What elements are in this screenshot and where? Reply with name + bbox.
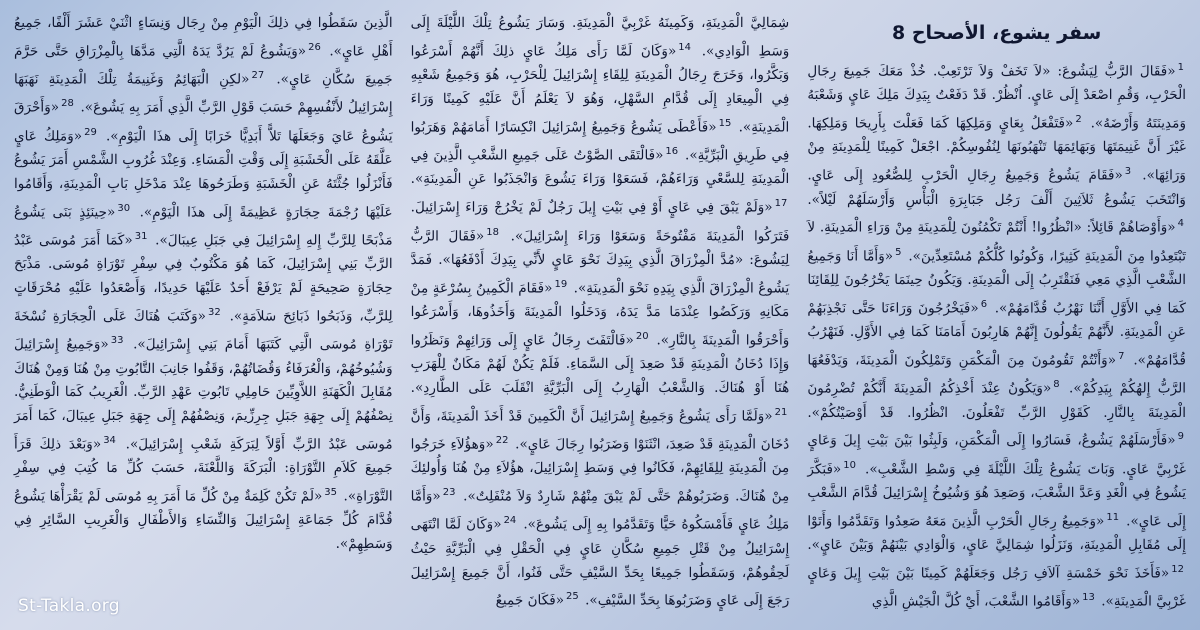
verse-number: 10 (843, 459, 856, 471)
verse-text: «فَيَخْرُجُونَ وَرَاءَنَا حَتَّى نَجْذِبَهُمْ عَنِ الْمَدِينَةِ. لأَنَّهُمْ يَقُولُونَ إِنَّهُمْ هَارِبُونَ أَمَامَنَا كَمَا فِي الأَوَّلِ. فَنَهْرُبُ قُدَّامَهُمْ». (807, 300, 1186, 369)
verse-text: «وَأَقَامُوا الشَّعْبَ، أَيْ كُلَّ الْجَيْشِ الَّذِي (871, 593, 1081, 610)
verse-number: 28 (61, 98, 74, 110)
verse-text: «فَأَرْسَلَهُمْ يَشُوعُ، فَسَارُوا إِلَى الْمَكْمَنِ، وَلَبِثُوا بَيْنَ بَيْتِ إِيلَ وَعَايٍ غَرْبِيَّ عَايٍ. وَبَاتَ يَشُوعُ تِلْكَ اللَّيْلَةَ فِي وَسْطِ الشَّعْبِ». (807, 432, 1186, 478)
column-middle (410, 12, 790, 609)
chapter-title: سفر يشوع، الأصحاح 8 (891, 22, 1102, 44)
verse-number: 14 (678, 41, 692, 53)
verse-number: 12 (1171, 563, 1184, 575)
verse-number: 23 (442, 487, 456, 499)
verse-text: «وَكَانَ لَمَّا انْتَهَى إِسْرَائِيلُ مِنْ قَتْلِ جَمِيعِ سُكَّانِ عَايٍ فِي الْحَقْلِ فِي الْبَرِّيَّةِ حَيْثُ لَحِقُوهُمْ، وَسَقَطُوا جَمِيعًا بِحَدِّ السَّيْفِ حَتَّى فَنُوا، أَنَّ جَمِيعَ إِسْرَائِيلَ رَجَعَ إِلَى عَايٍ وَضَرَبُوهَا بِحَدِّ السَّيْفِ». (410, 516, 790, 609)
verse-text: «وَلَمَّا رَأَى يَشُوعُ وَجَمِيعُ إِسْرَائِيلَ أَنَّ الْكَمِينَ قَدْ أَخَذَ الْمَدِينَةَ، وَأَنَّ دُخَانَ الْمَدِينَةِ قَدْ صَعِدَ، انْثَنَوْا وَضَرَبُوا رِجَالَ عَايٍ». (410, 408, 790, 453)
verse-number: 31 (134, 231, 148, 243)
verse-text: «فَالْتَفَتَ رِجَالُ عَايٍ إِلَى وَرَائِهِمْ وَنَظَرُوا وَإِذَا دُخَانُ الْمَدِينَةِ قَدْ صَعِدَ إِلَى السَّمَاءِ. فَلَمْ يَكُنْ لَهُمْ مَكَانٌ لِلْهَرَبِ هُنَا أَوْ هُنَاكَ. وَالشَّعْبُ الْهَارِبُ إِلَى الْبَرِّيَّةِ انْقَلَبَ عَلَى الطَّارِدِ». (410, 332, 790, 396)
verse-text: «وَأَحْرَقَ يَشُوعُ عَايَ وَجَعَلَهَا تَلاًّ أَبَدِيًّا خَرَابًا إِلَى هذَا الْيَوْمِ». (13, 99, 393, 145)
verse-text: «فَكَانَ جَمِيعُ (495, 592, 565, 609)
verse-number: 21 (774, 406, 788, 418)
verse-text: «لكِنِ الْبَهَائِمُ وَغَنِيمَةُ تِلْكَ الْمَدِينَةِ نَهَبَهَا إِسْرَائِيلُ لأَنْفُسِهِمْ حَسَبَ قَوْلِ الرَّبِّ الَّذِي أَمَرَ بِهِ يَشُوعَ». (13, 71, 393, 116)
verse-text: «وَلَمْ يَبْقَ فِي عَايٍ أَوْ فِي بَيْتِ إِيلَ رَجُلٌ لَمْ يَخْرُجْ وَرَاءَ إِسْرَائِيلَ. فَتَرَكُوا الْمَدِينَةَ مَفْتُوحَةً وَسَعَوْا وَرَاءَ إِسْرَائِيلَ». (410, 199, 790, 245)
verse-text: «فَبَكَّرَ يَشُوعُ فِي الْغَدِ وَعَدَّ الشَّعْبَ، وَصَعِدَ هُوَ وَشُيُوخُ إِسْرَائِيلَ قُدَّامَ الشَّعْبِ إِلَى عَايٍ». (807, 461, 1186, 530)
verse-text: الَّذِينَ سَقَطُوا فِي ذلِكَ الْيَوْمِ مِنْ رِجَال وَنِسَاءٍ اثْنَيْ عَشَرَ أَلْفًا، جَمِيعُ أَهْلِ عَايٍ». (13, 15, 393, 60)
verse-text: «فَقَالَ الرَّبُّ لِيَشُوعَ: «مُدَّ الْمِزْرَاقَ الَّذِي بِيَدِكَ نَحْوَ عَايٍ لأَنِّي بِيَدِكَ أَدْفَعُهَا». فَمَدَّ يَشُوعُ الْمِزْرَاقَ الَّذِي بِيَدِهِ نَحْوَ الْمَدِينَةِ». (410, 228, 790, 297)
verse-number: 16 (665, 146, 679, 158)
column-right (807, 12, 1187, 610)
verse-number: 24 (503, 515, 517, 527)
verse-text: «فَقَامَ يَشُوعُ وَجَمِيعُ رِجَالِ الْحَرْبِ لِلصُّعُودِ إِلَى عَايٍ. وَانْتَخَبَ يَشُوعُ ثَلاَثِينَ أَلْفَ رَجُل جَبَابِرَةِ الْبَأْسِ وَأَرْسَلَهُمْ لَيْلاً». (807, 167, 1186, 208)
verse-text: شِمَالِيَّ الْمَدِينَةِ، وَكَمِينَهُ غَرْبِيَّ الْمَدِينَةِ. وَسَارَ يَشُوعُ تِلْكَ اللَّيْلَةَ إِلَى وَسَطِ الْوَادِي». (410, 15, 790, 60)
verse-text: «وَيَكُونُ عِنْدَ أَخْذِكُمُ الْمَدِينَةَ أَنَّكُمْ تُضْرِمُونَ الْمَدِينَةَ بِالنَّارِ. كَقَوْلِ الرَّبِّ تَفْعَلُونَ. انْظُرُوا. قَدْ أَوْصَيْتُكُمْ». (807, 380, 1186, 421)
verse-number: 9 (1177, 431, 1184, 443)
verse-text: «فَالْتَقَى الصَّوْتُ عَلَى جَمِيعِ الشَّعْبِ الَّذِينَ فِي الْمَدِينَةِ لِلسَّعْيِ وَرَاءَهُمْ، فَسَعَوْا وَرَاءَ يَشُوعَ وَانْجَذَبُوا عَنِ الْمَدِينَةِ». (410, 147, 790, 188)
verse-number: 1 (1177, 62, 1184, 73)
verse-number: 27 (251, 70, 265, 82)
verse-number: 32 (208, 306, 221, 318)
verse-text: «وَأَوْصَاهُمْ قَائِلاً: «انْظُرُوا! أَنْتُمْ تَكْمُنُونَ لِلْمَدِينَةِ مِنْ وَرَاءِ الْمَدِينَةِ. لاَ تَبْتَعِدُوا مِنَ الْمَدِينَةِ كَثِيرًا، وَكُونُوا كُلُّكُمْ مُسْتَعِدِّينَ». (807, 219, 1186, 265)
verse-number: 30 (117, 202, 131, 214)
verse-number: 8 (1053, 379, 1060, 391)
verse-number: 2 (1075, 114, 1082, 126)
verse-block (807, 56, 1186, 615)
verse-number: 11 (1106, 511, 1120, 523)
verse-number: 22 (495, 435, 509, 446)
verse-number: 20 (635, 330, 649, 342)
verse-text: «وَبَعْدَ ذلِكَ قَرَأَ جَمِيعَ كَلاَمِ التَّوْرَاةِ: الْبَرَكَةَ وَاللَّعْنَةَ، حَسَبَ كُلِّ مَا كُتِبَ فِي سِفْرِ التَّوْرَاةِ». (13, 436, 393, 505)
verse-number: 35 (324, 487, 338, 499)
verse-number: 33 (110, 335, 124, 347)
column-left (14, 12, 393, 574)
verse-text: «فَأَخَذَ نَحْوَ خَمْسَةِ آلاَفِ رَجُل وَجَعَلَهُمْ كَمِينًا بَيْنَ بَيْتِ إِيلَ وَعَايٍ غَرْبِيَّ الْمَدِينَةِ». (807, 565, 1186, 610)
verse-number: 4 (1177, 218, 1184, 230)
verse-text: «فَتَفْعَلُ بِعَايٍ وَمَلِكِهَا كَمَا فَعَلْتَ بِأَرِيحَا وَمَلِكِهَا. غَيْرَ أَنَّ غَنِيمَتَهَا وَبَهَائِمَهَا تَنْهَبُونَهَا لِنُفُوسِكُمْ. اجْعَلْ كَمِينًا لِلْمَدِينَةِ مِنْ وَرَائِهَا». (807, 115, 1186, 184)
verse-number: 5 (895, 246, 902, 258)
verse-number: 7 (1118, 350, 1125, 362)
verse-number: 3 (1124, 166, 1132, 178)
verse-number: 34 (103, 435, 116, 446)
verse-text: «وَهؤُلاَءِ خَرَجُوا مِنَ الْمَدِينَةِ لِلِقَائِهِمْ، فَكَانُوا فِي وَسَطِ إِسْرَائِيلَ، هؤُلاَءِ مِنْ هُنَا وَأُولئِكَ مِنْ هُنَاكَ. وَضَرَبُوهُمْ حَتَّى لَمْ يَبْقَ مِنْهُمْ شَارِدٌ وَلاَ مُنْفَلِتٌ». (410, 436, 790, 505)
verse-text: «وَيَشُوعُ لَمْ يَرُدَّ يَدَهُ الَّتِي مَدَّهَا بِالْمِزْرَاقِ حَتَّى حَرَّمَ جَمِيعَ سُكَّانِ عَايٍ». (13, 43, 393, 88)
verse-number: 26 (308, 41, 321, 53)
verse-number: 18 (486, 226, 499, 238)
verse-number: 29 (84, 126, 97, 138)
verse-text: «وَأَمَّا أَنَا وَجَمِيعُ الشَّعْبِ الَّذِي مَعِي فَنَقْتَرِبُ إِلَى الْمَدِينَةِ. وَيَكُونُ حِينَمَا يَخْرُجُونَ لِلِقَائِنَا كَمَا فِي الأَوَّلِ أَنَّنَا نَهْرُبُ قُدَّامَهُمْ». (807, 248, 1186, 317)
verse-text: «وَأَنْتُمْ تَقُومُونَ مِنَ الْمَكْمَنِ وَتَمْلِكُونَ الْمَدِينَةَ، وَيَدْفَعُهَا الرَّبُّ إِلهُكُمْ بِيَدِكُمْ». (807, 352, 1186, 397)
verse-number: 6 (980, 298, 988, 310)
verse-number: 15 (718, 117, 732, 129)
verse-text: «حِينَئِذٍ بَنَى يَشُوعُ مَذْبَحًا لِلرَّبِّ إِلهِ إِسْرَائِيلَ فِي جَبَلِ عِيبَالَ». (13, 204, 393, 249)
verse-text: «وَجَمِيعُ رِجَالِ الْحَرْبِ الَّذِينَ مَعَهُ صَعِدُوا وَتَقَدَّمُوا وَأَتَوْا إِلَى مُقَابِلِ الْمَدِينَةِ، وَنَزَلُوا شِمَالِيَّ عَايٍ، وَالْوَادِي بَيْنَهُمْ وَبَيْنَ عَايٍ». (807, 513, 1186, 554)
verse-text: «وَمَلِكُ عَايٍ عَلَّقَهُ عَلَى الْخَشَبَةِ إِلَى وَقْتِ الْمَسَاءِ. وَعِنْدَ غُرُوبِ الشَّمْسِ أَمَرَ يَشُوعُ فَأَنْزَلُوا جُثَّتَهُ عَنِ الْخَشَبَةِ وَطَرَحُوهَا عِنْدَ مَدْخَلِ بَابِ الْمَدِينَةِ، وَأَقَامُوا عَلَيْهَا رُجْمَةَ حِجَارَةٍ عَظِيمَةً إِلَى هذَا الْيَوْمِ». (13, 128, 393, 221)
verse-text: «وَكَتَبَ هُنَاكَ عَلَى الْحِجَارَةِ نُسْخَةَ تَوْرَاةِ مُوسَى الَّتِي كَتَبَهَا أَمَامَ بَنِي إِسْرَائِيلَ». (13, 308, 393, 353)
verse-text: «فَقَامَ الْكَمِينُ بِسُرْعَةٍ مِنْ مَكَانِهِ وَرَكَضُوا عِنْدَمَا مَدَّ يَدَهُ، وَدَخَلُوا الْمَدِينَةَ وَأَخَذُوهَا، وَأَسْرَعُوا وَأَحْرَقُوا الْمَدِينَةَ بِالنَّارِ». (410, 280, 790, 349)
verse-number: 13 (1082, 592, 1095, 604)
verse-block (411, 12, 790, 614)
verse-text: «فَقَالَ الرَّبُّ لِيَشُوعَ: «لاَ تَخَفْ وَلاَ تَرْتَعِبْ. خُذْ مَعَكَ جَمِيعَ رِجَالِ الْحَرْبِ، وَقُمِ اصْعَدْ إِلَى عَايٍ. اُنْظُرْ. قَدْ دَفَعْتُ بِيَدِكَ مَلِكَ عَايٍ وَشَعْبَهُ وَمَدِينَتَهُ وَأَرْضَهُ». (807, 63, 1187, 132)
site-watermark: St-Takla.org (18, 596, 120, 616)
verse-number: 25 (566, 591, 579, 603)
verse-text: «كَمَا أَمَرَ مُوسَى عَبْدُ الرَّبِّ بَنِي إِسْرَائِيلَ، كَمَا هُوَ مَكْتُوبٌ فِي سِفْرِ تَوْرَاةِ مُوسَى. مَذْبَحَ حِجَارَةٍ صَحِيحَةٍ لَمْ يَرْفَعْ أَحَدٌ عَلَيْهَا حَدِيدًا، وَأَصْعَدُوا عَلَيْهِ مُحْرَقَاتٍ لِلرَّبِّ، وَذَبَحُوا ذَبَائِحَ سَلاَمَةٍ». (13, 232, 393, 325)
verse-number: 19 (554, 278, 568, 290)
verse-block (14, 12, 393, 557)
verse-number: 17 (774, 198, 788, 210)
verse-text: «وَكَانَ لَمَّا رَأَى مَلِكُ عَايٍ ذلِكَ أَنَّهُمْ أَسْرَعُوا وَبَكَّرُوا، وَخَرَجَ رِجَالُ الْمَدِينَةِ لِلِقَاءِ إِسْرَائِيلَ لِلْحَرْبِ، هُوَ وَجَمِيعُ شَعْبِهِ فِي الْمِيعَادِ إِلَى قُدَّامِ السَّهْلِ، وَهُوَ لاَ يَعْلَمُ أَنَّ عَلَيْهِ كَمِينًا وَرَاءَ الْمَدِينَةِ». (410, 43, 790, 136)
verse-text: «وَجَمِيعُ إِسْرَائِيلَ وَشُيُوخُهُمْ، وَالْعُرَفَاءُ وَقُضَاتُهُمْ، وَقَفُوا جَانِبَ التَّابُوتِ مِنْ هُنَا وَمِنْ هُنَاكَ مُقَابِلَ الْكَهَنَةِ اللاَّوِيِّينَ حَامِلِي تَابُوتِ عَهْدِ الرَّبِّ. الْغَرِيبُ كَمَا الْوَطَنِيُّ. نِصْفُهُمْ إِلَى جِهَةِ جَبَلِ جِرِزِّيمَ، وَنِصْفُهُمْ إِلَى جِهَةِ جَبَلِ عِيبَالَ، كَمَا أَمَرَ مُوسَى عَبْدُ الرَّبِّ أَوَّلاً لِبَرَكَةِ شَعْبِ إِسْرَائِيلَ». (13, 336, 393, 453)
verse-text: «لَمْ تَكُنْ كَلِمَةٌ مِنْ كُلِّ مَا أَمَرَ بِهِ مُوسَى لَمْ يَقْرَأْهَا يَشُوعُ قُدَّامَ كُلِّ جَمَاعَةِ إِسْرَائِيلَ وَالنِّسَاءِ وَالأَطْفَالِ وَالْغَرِيبِ السَّائِرِ فِي وَسَطِهِمْ». (13, 488, 393, 553)
verse-text: «فَأَعْطَى يَشُوعُ وَجَمِيعُ إِسْرَائِيلَ انْكِسَارًا أَمَامَهُمْ وَهَرَبُوا فِي طَرِيقِ الْبَرِّيَّةِ». (410, 119, 790, 164)
verse-text: «وَأَمَّا مَلِكُ عَايٍ فَأَمْسَكُوهُ حَيًّا وَتَقَدَّمُوا بِهِ إِلَى يَشُوعَ». (410, 488, 790, 533)
